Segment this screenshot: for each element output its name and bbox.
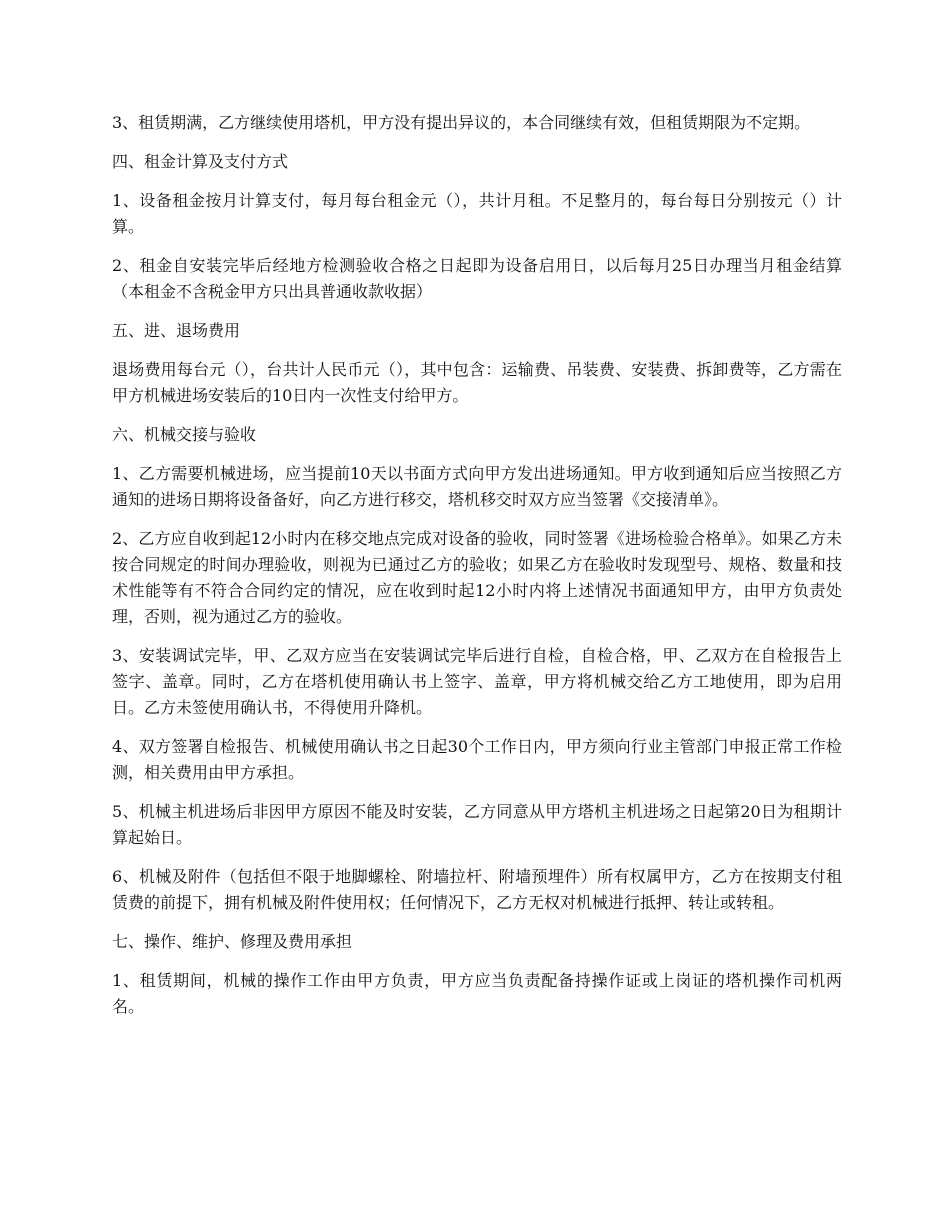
document-page: [112, 110, 842, 1033]
paragraph-rent-monthly: 1、设备租金按月计算支付，每月每台租金元（），共计月租。不足整月的，每台每日分别按元（）计算。: [112, 191, 842, 236]
paragraph-handover-notice: 1、乙方需要机械进场，应当提前10天以书面方式向甲方发出进场通知。甲方收到通知后应当按照乙方通知的进场日期将设备备好，向乙方进行移交，塔机移交时双方应当签署《交接清单》。: [112, 464, 842, 509]
section-heading-operation: 七、操作、维护、修理及费用承担: [112, 932, 353, 951]
section-heading-handover: 六、机械交接与验收: [112, 425, 257, 444]
paragraph-acceptance: 2、乙方应自收到起12小时内在移交地点完成对设备的验收，同时签署《进场检验合格单》。如果乙方未按合同规定的时间办理验收，则视为已通过乙方的验收；如果乙方在验收时发现型号、规格、数量和技术性能等有不符合合同约定的情况，应在收到时起12小时内将上述情况书面通知甲方，由甲方负责处理，否则，视为通过乙方的验收。: [112, 529, 842, 626]
paragraph-rent-settlement: 2、租金自安装完毕后经地方检测验收合格之日起即为设备启用日，以后每月25日办理当月租金结算（本租金不含税金甲方只出具普通收款收据）: [112, 256, 842, 301]
section-heading-rent: 四、租金计算及支付方式: [112, 152, 289, 171]
paragraph-exit-fees: 退场费用每台元（），台共计人民币元（），其中包含：运输费、吊装费、安装费、拆卸费等，乙方需在甲方机械进场安装后的10日内一次性支付给甲方。: [112, 360, 842, 405]
paragraph-ownership: 6、机械及附件（包括但不限于地脚螺栓、附墙拉杆、附墙预埋件）所有权属甲方，乙方在按期支付租赁费的前提下，拥有机械及附件使用权；任何情况下，乙方无权对机械进行抵押、转让或转租。: [112, 867, 842, 912]
paragraph-lease-start: 5、机械主机进场后非因甲方原因不能及时安装，乙方同意从甲方塔机主机进场之日起第20日为租期计算起始日。: [112, 802, 842, 847]
paragraph-self-inspection: 3、安装调试完毕，甲、乙双方应当在安装调试完毕后进行自检，自检合格，甲、乙双方在自检报告上签字、盖章。同时，乙方在塔机使用确认书上签字、盖章，甲方将机械交给乙方工地使用，即为启用日。乙方未签使用确认书，不得使用升降机。: [112, 646, 842, 717]
paragraph-lease-expiry: 3、租赁期满，乙方继续使用塔机，甲方没有提出异议的，本合同继续有效，但租赁期限为不定期。: [112, 113, 811, 132]
section-heading-entry-exit-fees: 五、进、退场费用: [112, 321, 241, 340]
paragraph-inspection-report: 4、双方签署自检报告、机械使用确认书之日起30个工作日内，甲方须向行业主管部门申报正常工作检测，相关费用由甲方承担。: [112, 737, 842, 782]
paragraph-operators: 1、租赁期间，机械的操作工作由甲方负责，甲方应当负责配备持操作证或上岗证的塔机操作司机两名。: [112, 971, 842, 1016]
